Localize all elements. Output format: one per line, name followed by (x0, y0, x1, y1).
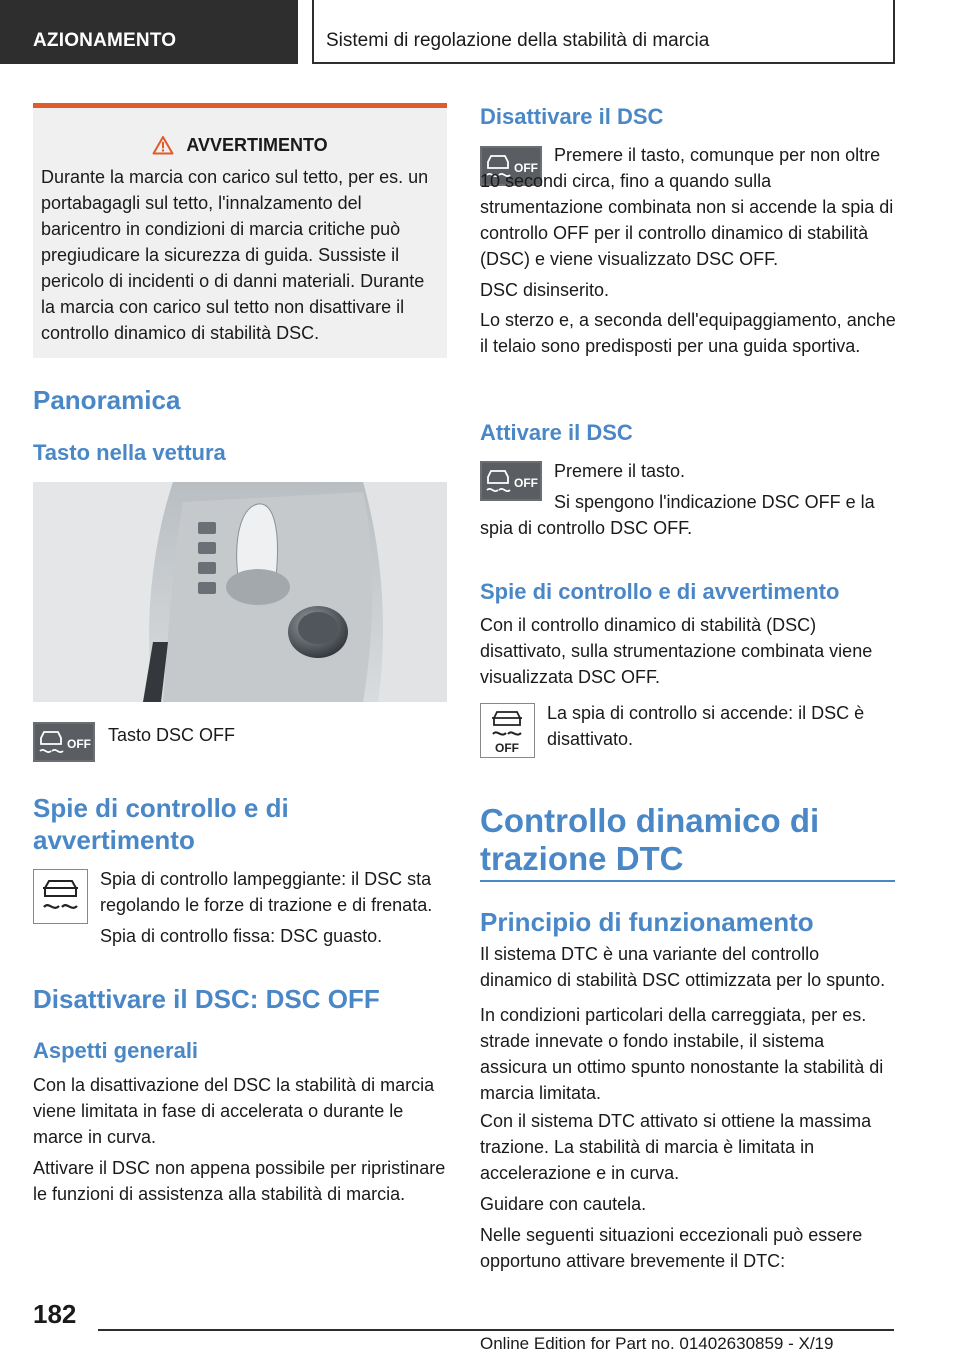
deact-paragraph-1: Premere il tasto, comunque per non oltre 10 secondi circa, fino a quando sulla strumentazione combinata non si accende la spia di controllo OFF per il controllo dinamico di stabilità (DSC) e viene visualizzato DSC OFF. (480, 145, 894, 269)
lights-paragraph-1: Con il controllo dinamico di stabilità (DSC) disattivato, sulla strumentazione combinata viene visualizzata DSC OFF. (480, 615, 873, 687)
vehicle-console-photo (33, 482, 447, 702)
general-heading: Aspetti generali (33, 1038, 199, 1063)
dtc-paragraph-5: Nelle seguenti situazioni eccezionali può essere opportuno attivare brevemente il DTC: (480, 1225, 863, 1271)
right-deact-heading: Disattivare il DSC (480, 104, 664, 129)
general-paragraph-2: Attivare il DSC non appena possibile per ripristinare le funzioni di assistenza alla stabilità di marcia. (33, 1158, 446, 1204)
header-section-tab (0, 0, 298, 64)
console-illustration (33, 482, 447, 702)
right-lights-heading: Spie di controllo e di avvertimento (480, 579, 840, 604)
deactivate-heading: Disattivare il DSC: DSC OFF (33, 984, 380, 1014)
header-section-label: AZIONAMENTO (33, 30, 177, 51)
dsc-off-warning-light-icon (480, 703, 535, 758)
dtc-paragraph-1: Il sistema DTC è una variante del controllo dinamico di stabilità DSC ottimizzata per lo spunto. (480, 944, 886, 990)
deact-paragraph-2: DSC disinserito. (480, 280, 610, 300)
act-paragraph-2: Si spengono l'indicazione DSC OFF e la spia di controllo DSC OFF. (480, 492, 875, 538)
warning-text: Durante la marcia con carico sul tetto, per es. un portabagagli sul tetto, l'innalzamento del baricentro in condizioni di marcia critiche può pregiudicare la sicurezza di guida. Sussiste il pericolo di incidenti o di danni materiali. Durante la marcia con carico sul tetto non disattivare il controllo dinamico di stabilità DSC. (41, 167, 429, 343)
footer-rule (98, 1329, 894, 1331)
dsc-off-button-icon (33, 722, 95, 762)
light-steady-text: Spia di controllo fissa: DSC guasto. (100, 926, 383, 946)
icon-off-text: OFF (514, 476, 538, 490)
dtc-paragraph-4: Guidare con cautela. (480, 1194, 647, 1214)
lights-paragraph-2: La spia di controllo si accende: il DSC è disattivato. (547, 703, 865, 749)
deact-paragraph-3: Lo sterzo e, a seconda dell'equipaggiamento, anche il telaio sono predisposti per una guida sportiva. (480, 310, 896, 356)
warning-triangle-icon (152, 135, 174, 155)
warning-box (33, 103, 447, 358)
light-blinking-text: Spia di controllo lampeggiante: il DSC sta regolando le forze di trazione e di frenata. (100, 869, 433, 915)
dtc-heading-rule (480, 880, 895, 882)
act-paragraph-1: Premere il tasto. (554, 461, 686, 481)
warning-title-row (41, 132, 439, 158)
header-title-box (312, 0, 895, 64)
button-caption: Tasto DSC OFF (108, 725, 236, 745)
icon-off-text: OFF (495, 741, 519, 755)
dtc-heading: Controllo dinamico di trazione DTC (480, 802, 820, 877)
dtc-paragraph-2: In condizioni particolari della carreggiata, per es. strade innevate o fondo instabile, il sistema assicura un ottimo spunto nonostante la stabilità di marcia limitata. (480, 1005, 884, 1103)
button-heading: Tasto nella vettura (33, 440, 226, 465)
icon-off-text: OFF (67, 737, 91, 751)
overview-heading: Panoramica (33, 385, 181, 415)
footer-edition: Online Edition for Part no. 01402630859 - X/19 (480, 1334, 834, 1353)
left-lights-heading: Spie di controllo e di avvertimento (33, 793, 289, 855)
page-number: 182 (33, 1299, 77, 1329)
warning-title: AVVERTIMENTO (186, 134, 328, 155)
dtc-paragraph-3: Con il sistema DTC attivato si ottiene la massima trazione. La stabilità di marcia è limitata in accelerazione e in curva. (480, 1111, 872, 1183)
icon-off-text: OFF (514, 161, 538, 175)
general-paragraph-1: Con la disattivazione del DSC la stabilità di marcia viene limitata in fase di accelerata o durante le marce in curva. (33, 1075, 435, 1147)
right-act-heading: Attivare il DSC (480, 420, 633, 445)
dsc-warning-light-icon (33, 869, 88, 924)
header-title: Sistemi di regolazione della stabilità di marcia (326, 30, 710, 51)
principle-heading: Principio di funzionamento (480, 907, 814, 937)
